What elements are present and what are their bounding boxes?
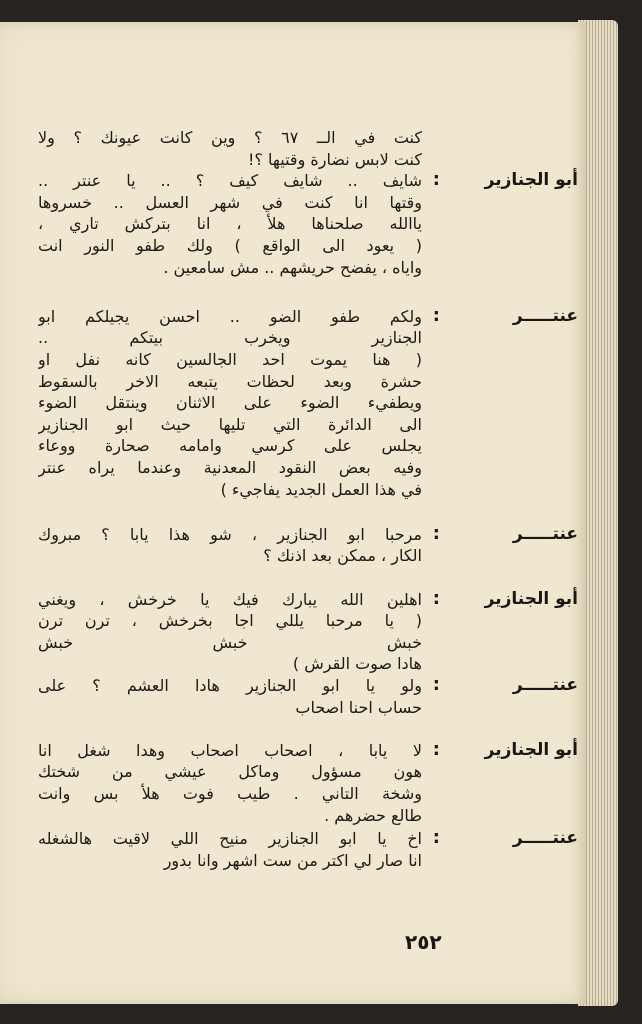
text-line: حشرة وبعد لحظات يتبعه الاخر بالسقوط — [38, 371, 422, 391]
text-line: وقتها انا كنت في شهر العسل .. خسروها — [38, 192, 422, 212]
text-line: وفيه بعض النقود المعدنية وعندما يراه عنتر — [38, 458, 422, 477]
text-line: ( يعود الى الواقع ) ولك طفو النور انت — [38, 236, 422, 255]
text-line: الكار ، ممكن بعد اذنك ؟ — [263, 546, 422, 566]
text-line: هون مسؤول وماكل عيشي من شختك — [38, 762, 422, 782]
speaker-name: أبو الجنازير — [484, 170, 578, 191]
speaker-colon: : — [432, 169, 440, 191]
text-line: الى الدائرة التي تليها حيث ابو الجنازير — [38, 414, 422, 434]
speaker-colon: : — [432, 304, 440, 326]
text-line: وشخة التاني . طيب فوت هلأ بس وانت — [38, 784, 422, 803]
speaker-name: عنتـــــر — [512, 305, 578, 326]
speaker-colon: : — [432, 587, 440, 609]
text-line: ياالله صلحناها هلأ ، انا بتركش تاري ، — [38, 214, 422, 234]
text-line: ويطفيء الضوء على الاثنان وينتقل الضوء — [38, 393, 422, 413]
text-line: شايف .. شايف كيف ؟ .. يا عنتر .. — [38, 171, 422, 191]
speaker-colon: : — [432, 738, 440, 760]
text-line: حساب احنا اصحاب — [295, 697, 422, 717]
text-line: اخ يا ابو الجنازير منيح اللي لاقيت هالشغله — [38, 829, 422, 849]
text-line: ولو يا ابو الجنازير هادا العشم ؟ على — [38, 676, 422, 695]
text-line: لا يابا ، اصحاب اصحاب وهدا شغل انا — [38, 740, 422, 760]
text-line: هادا صوت القرش ) — [292, 654, 422, 674]
text-line: ( هنا يموت احد الجالسين كانه نفل او — [38, 350, 422, 369]
speaker-colon: : — [432, 522, 440, 544]
speaker-colon: : — [432, 674, 440, 695]
text-line: واياه ، يفضح حريشهم .. مش سامعين . — [163, 257, 422, 277]
text-line: انا صار لي اكتر من ست اشهر وانا بدور — [163, 850, 422, 870]
text-line: كنت في الــ ٦٧ ؟ وين كانت عيونك ؟ ولا — [38, 128, 422, 147]
text-line: طالع حضرهم . — [324, 805, 422, 825]
text-line: مرحبا ابو الجنازير ، شو هذا يابا ؟ مبروك — [38, 524, 422, 544]
book-page — [0, 22, 586, 1004]
speaker-colon: : — [432, 827, 440, 849]
text-line: خبش خبش خبش — [38, 632, 422, 652]
text-line: ( يا مرحبا يللي اجا بخرخش ، ترن ترن — [38, 611, 422, 631]
speaker-name: عنتـــــر — [512, 828, 578, 849]
text-line: في هذا العمل الجديد يفاجيء ) — [220, 479, 422, 499]
speaker-name: عنتـــــر — [512, 675, 578, 695]
text-line: اهلين الله يبارك فيك يا خرخش ، ويغني — [38, 589, 422, 609]
dialogue-text — [0, 22, 586, 1004]
speaker-name: أبو الجنازير — [484, 739, 578, 760]
page-number: ٢٥٢ — [405, 930, 442, 954]
text-line: يجلس على كرسي وامامه صحارة ووعاء — [38, 436, 422, 456]
text-line: الجنازير ويخرب بيتكم .. — [38, 328, 422, 348]
text-line: ولكم طفو الضو .. احسن يجيلكم ابو — [38, 306, 422, 326]
speaker-name: أبو الجنازير — [484, 588, 578, 609]
speaker-name: عنتـــــر — [512, 523, 578, 544]
text-line: كنت لابس نضارة وقتيها ؟! — [248, 149, 422, 169]
